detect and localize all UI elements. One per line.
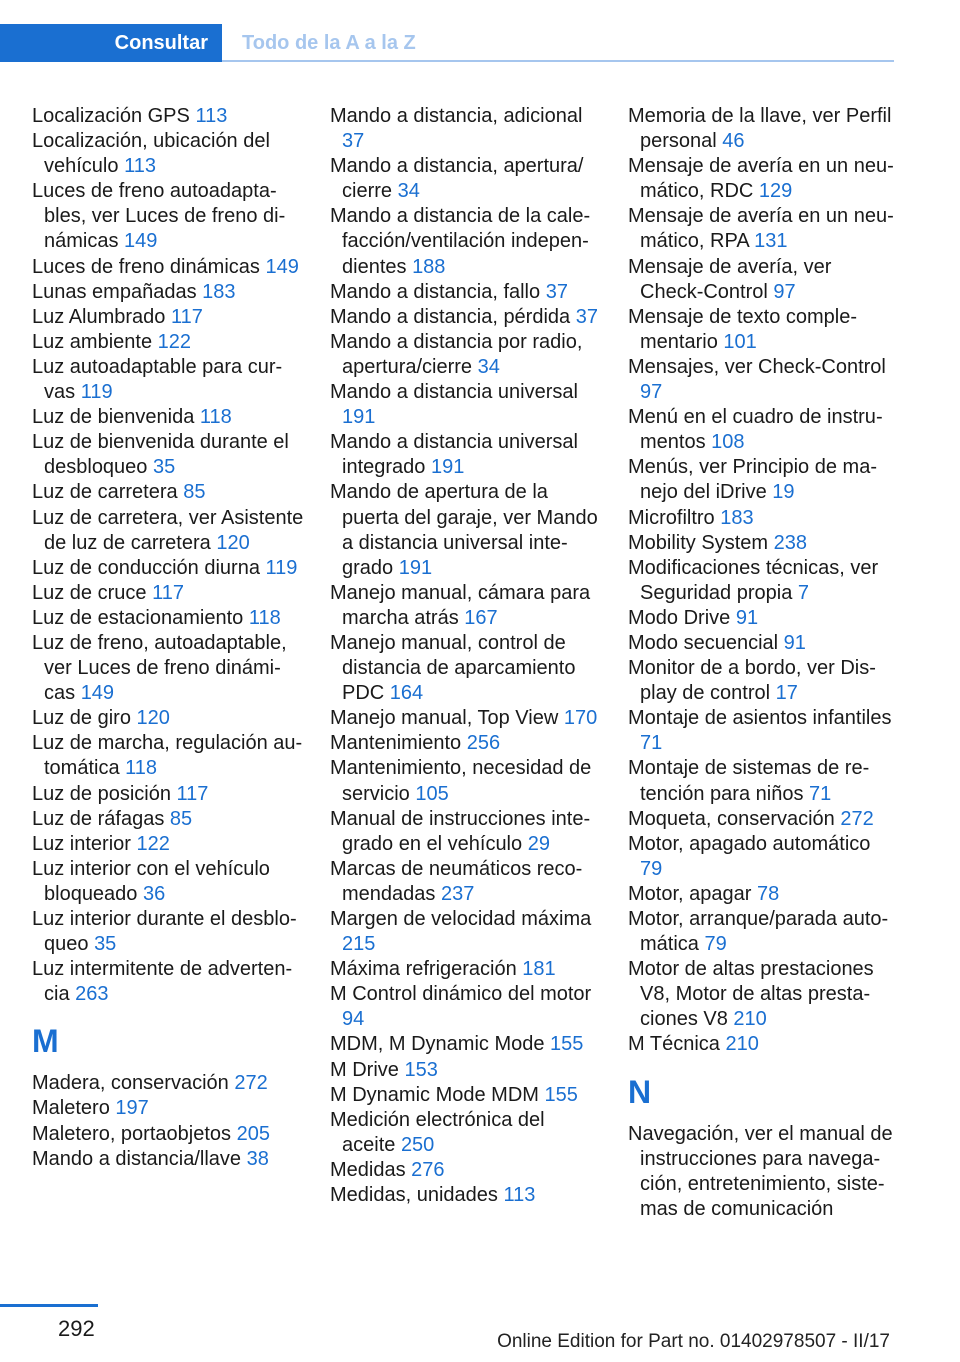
entry-term: Medidas bbox=[330, 1158, 406, 1181]
index-entry bbox=[628, 1032, 896, 1057]
index-column-2 bbox=[330, 104, 602, 1208]
page-link[interactable]: 263 bbox=[75, 983, 109, 1006]
entry-term: Motor, arranque/parada automática bbox=[628, 908, 889, 956]
index-entry bbox=[628, 807, 896, 832]
entry-term: Modo Drive bbox=[628, 606, 731, 629]
index-entry bbox=[32, 179, 304, 254]
page-link[interactable]: 250 bbox=[400, 1133, 435, 1156]
entry-term: Motor de altas prestaciones V8, Motor de altas prestaciones V8 bbox=[628, 958, 874, 1031]
index-entry bbox=[330, 330, 602, 380]
entry-term: Luces de freno dinámicas bbox=[32, 255, 260, 278]
entry-term: Mantenimiento bbox=[330, 732, 462, 755]
index-entry bbox=[32, 129, 304, 179]
index-entry bbox=[628, 531, 896, 556]
page-link[interactable]: 149 bbox=[80, 682, 115, 705]
page-link[interactable]: 97 bbox=[773, 280, 796, 303]
entry-term: Máxima refrigeración bbox=[330, 958, 517, 981]
page-link[interactable]: 7 bbox=[797, 581, 810, 604]
index-entry bbox=[628, 556, 896, 606]
page-link[interactable]: 170 bbox=[563, 707, 598, 730]
index-entry bbox=[32, 807, 304, 832]
index-entry bbox=[330, 430, 602, 480]
page-link[interactable]: 191 bbox=[430, 456, 465, 479]
index-entry bbox=[32, 280, 304, 305]
index-entry bbox=[32, 581, 304, 606]
index-entry bbox=[628, 355, 896, 405]
page-link[interactable]: 205 bbox=[236, 1122, 270, 1145]
entry-term: Mando a distancia universal bbox=[330, 381, 578, 404]
entry-term: Mensaje de texto complementario bbox=[628, 305, 858, 353]
page-link[interactable]: 131 bbox=[754, 230, 788, 253]
index-entry bbox=[628, 1122, 896, 1222]
section-letter: M bbox=[32, 1023, 59, 1060]
page-link[interactable]: 191 bbox=[342, 406, 376, 429]
index-entry bbox=[628, 882, 896, 907]
index-entry bbox=[628, 606, 896, 631]
entry-term: Luz de bienvenida bbox=[32, 406, 195, 429]
index-entry bbox=[32, 1071, 304, 1096]
page-header bbox=[0, 0, 960, 62]
page-link[interactable]: 119 bbox=[80, 381, 113, 404]
index-entry bbox=[628, 305, 896, 355]
entry-term: Lunas empañadas bbox=[32, 280, 197, 303]
entry-term: Luz intermitente de advertencia bbox=[32, 958, 293, 1006]
page-link[interactable]: 149 bbox=[124, 230, 158, 253]
entry-term: Manejo manual, Top View bbox=[330, 707, 559, 730]
index-entry bbox=[330, 706, 602, 731]
page-link[interactable]: 34 bbox=[397, 180, 420, 203]
entry-term: Navegación, ver el manual de instrucciones para navegación, entretenimiento, sistemas de comunicación bbox=[628, 1122, 893, 1220]
index-column-3 bbox=[628, 104, 896, 1222]
index-entry bbox=[32, 782, 304, 807]
index-entry bbox=[32, 104, 304, 129]
entry-term: Memoria de la llave, ver Perfil personal bbox=[628, 105, 892, 153]
entry-term: Mando a distancia, adicional bbox=[330, 105, 583, 127]
page-link[interactable]: 113 bbox=[503, 1184, 536, 1207]
page-link[interactable]: 164 bbox=[389, 682, 424, 705]
page-link[interactable]: 155 bbox=[544, 1083, 578, 1106]
index-entry bbox=[32, 255, 304, 280]
entry-term: Luz de marcha, regulación automática bbox=[32, 732, 303, 780]
page-link[interactable]: 37 bbox=[545, 280, 568, 303]
index-entry bbox=[628, 957, 896, 1032]
entry-term: Mensaje de avería, ver Check-Control bbox=[628, 255, 832, 303]
entry-term: Mando a distancia, fallo bbox=[330, 280, 541, 303]
page-link[interactable]: 79 bbox=[704, 933, 727, 956]
index-entry bbox=[330, 1183, 602, 1208]
entry-term: Luz ambiente bbox=[32, 330, 153, 353]
entry-term: M Drive bbox=[330, 1058, 399, 1081]
entry-term: Mensaje de avería en un neumático, RPA bbox=[628, 205, 894, 253]
page-link[interactable]: 113 bbox=[124, 155, 156, 178]
page-link[interactable]: 210 bbox=[733, 1008, 767, 1031]
index-entry bbox=[32, 405, 304, 430]
index-entry bbox=[330, 1158, 602, 1183]
index-entry bbox=[32, 1147, 304, 1172]
entry-term: Maletero, portaobjetos bbox=[32, 1122, 232, 1145]
entry-term: Luz autoadaptable para curvas bbox=[32, 355, 283, 404]
index-entry bbox=[32, 305, 304, 330]
page-link[interactable]: 120 bbox=[216, 531, 250, 554]
entry-term: Manejo manual, control de distancia de aparcamiento PDC bbox=[330, 631, 576, 705]
index-entry bbox=[32, 957, 304, 1007]
entry-term: Luces de freno autoadaptables, ver Luces de freno dinámicas bbox=[32, 180, 286, 253]
index-entry bbox=[628, 631, 896, 656]
page-link[interactable]: 122 bbox=[136, 832, 170, 855]
page-link[interactable]: 35 bbox=[153, 456, 176, 479]
entry-term: Manejo manual, cámara para marcha atrás bbox=[330, 581, 591, 629]
index-entry bbox=[628, 706, 896, 756]
entry-term: Luz de carretera bbox=[32, 481, 178, 504]
entry-term: M Control dinámico del motor bbox=[330, 983, 592, 1006]
entry-term: Mando a distancia por radio, apertura/cierre bbox=[330, 330, 583, 378]
page-link[interactable]: 19 bbox=[772, 481, 795, 504]
page-link[interactable]: 85 bbox=[169, 807, 193, 830]
page-link[interactable]: 79 bbox=[640, 857, 663, 880]
index-entry bbox=[330, 731, 602, 756]
index-entry bbox=[32, 1096, 304, 1121]
entry-term: Localización, ubicación del vehículo bbox=[32, 130, 270, 178]
entry-term: Luz interior bbox=[32, 832, 131, 855]
index-entry bbox=[330, 1058, 602, 1083]
index-entry bbox=[330, 1032, 602, 1057]
page-link[interactable]: 276 bbox=[411, 1158, 445, 1181]
page-link[interactable]: 272 bbox=[840, 807, 874, 830]
page-link[interactable]: 118 bbox=[199, 406, 232, 429]
page-link[interactable]: 215 bbox=[342, 933, 376, 956]
entry-term: Localización GPS bbox=[32, 105, 190, 127]
entry-term: Luz interior durante el desbloqueo bbox=[32, 908, 297, 956]
entry-term: Margen de velocidad máxima bbox=[330, 908, 592, 930]
index-entry bbox=[330, 154, 602, 204]
page-link[interactable]: 97 bbox=[640, 381, 663, 404]
entry-term: Motor, apagar bbox=[628, 882, 752, 905]
entry-term: Luz interior con el vehículo bloqueado bbox=[32, 857, 270, 905]
entry-term: Luz de bienvenida durante el desbloqueo bbox=[32, 431, 289, 479]
page-link[interactable]: 120 bbox=[136, 707, 170, 730]
entry-term: Medición electrónica del aceite bbox=[330, 1108, 545, 1156]
page-link[interactable]: 46 bbox=[722, 130, 745, 153]
entry-term: Luz de cruce bbox=[32, 581, 147, 604]
page-link[interactable]: 37 bbox=[575, 305, 598, 328]
page-link[interactable]: 36 bbox=[143, 882, 166, 905]
page-link[interactable]: 38 bbox=[246, 1147, 269, 1170]
page-link[interactable]: 113 bbox=[195, 105, 228, 127]
entry-term: Luz de carretera, ver Asistente de luz de carretera bbox=[32, 506, 304, 554]
index-entry bbox=[628, 455, 896, 505]
index-entry bbox=[628, 104, 896, 154]
entry-term: Luz de estacionamiento bbox=[32, 606, 244, 629]
index-entry bbox=[32, 907, 304, 957]
page-link[interactable]: 238 bbox=[773, 531, 807, 554]
index-entry bbox=[628, 832, 896, 882]
entry-term: MDM, M Dynamic Mode bbox=[330, 1033, 545, 1056]
entry-term: Menús, ver Principio de manejo del iDrive bbox=[628, 456, 877, 504]
index-entry bbox=[32, 1122, 304, 1147]
page-link[interactable]: 119 bbox=[265, 556, 298, 579]
index-entry bbox=[330, 982, 602, 1032]
page-link[interactable]: 105 bbox=[415, 782, 449, 805]
index-entry bbox=[32, 832, 304, 857]
index-entry bbox=[330, 756, 602, 806]
page-link[interactable]: 29 bbox=[527, 832, 550, 855]
index-entry bbox=[330, 1108, 602, 1158]
section-letter: N bbox=[628, 1073, 652, 1110]
entry-term: Modificaciones técnicas, ver Seguridad propia bbox=[628, 556, 879, 604]
entry-term: Mando a distancia, pérdida bbox=[330, 305, 571, 328]
page-link[interactable]: 117 bbox=[176, 782, 209, 805]
entry-term: Menú en el cuadro de instrumentos bbox=[628, 406, 883, 454]
page-link[interactable]: 210 bbox=[725, 1033, 759, 1056]
page-link[interactable]: 101 bbox=[723, 330, 757, 353]
entry-term: Montaje de asientos infantiles bbox=[628, 707, 892, 730]
index-entry bbox=[628, 405, 896, 455]
page-link[interactable]: 94 bbox=[342, 1008, 365, 1031]
entry-term: Mando a distancia de la calefacción/ventilación independientes bbox=[330, 205, 591, 278]
index-entry bbox=[330, 957, 602, 982]
entry-term: Mensaje de avería en un neumático, RDC bbox=[628, 155, 894, 203]
index-entry bbox=[628, 506, 896, 531]
index-entry bbox=[32, 355, 304, 405]
page-link[interactable]: 153 bbox=[404, 1058, 438, 1081]
entry-term: Luz de giro bbox=[32, 707, 131, 730]
page-link[interactable]: 183 bbox=[720, 506, 754, 529]
index-entry bbox=[330, 581, 602, 631]
index-entry bbox=[330, 104, 602, 154]
entry-term: Mando de apertura de la puerta del garaje, ver Mando a distancia universal integrado bbox=[330, 481, 598, 579]
entry-term: Mando a distancia universal integrado bbox=[330, 431, 578, 479]
page-link[interactable]: 91 bbox=[735, 606, 759, 629]
page-link[interactable]: 181 bbox=[522, 958, 556, 981]
entry-term: Microfiltro bbox=[628, 506, 715, 529]
entry-term: Moqueta, conservación bbox=[628, 807, 835, 830]
entry-term: Mensajes, ver Check-Control bbox=[628, 355, 886, 378]
page-link[interactable]: 91 bbox=[783, 631, 806, 654]
page-link[interactable]: 256 bbox=[466, 732, 501, 755]
entry-term: Maletero bbox=[32, 1097, 110, 1120]
index-entry bbox=[628, 255, 896, 305]
page-link[interactable]: 167 bbox=[464, 606, 498, 629]
index-entry bbox=[32, 430, 304, 480]
index-entry bbox=[330, 380, 602, 430]
index-entry bbox=[32, 606, 304, 631]
page-link[interactable]: 188 bbox=[412, 255, 446, 278]
entry-term: Luz de posición bbox=[32, 782, 171, 805]
page-link[interactable]: 122 bbox=[157, 330, 192, 353]
index-entry bbox=[32, 631, 304, 706]
page-link[interactable]: 108 bbox=[711, 431, 745, 454]
page-link[interactable]: 272 bbox=[234, 1072, 268, 1095]
page-link[interactable]: 78 bbox=[756, 882, 780, 905]
index-entry bbox=[330, 907, 602, 957]
entry-term: Madera, conservación bbox=[32, 1072, 229, 1095]
index-entry bbox=[32, 731, 304, 781]
footer-divider bbox=[0, 1304, 98, 1307]
index-entry bbox=[32, 330, 304, 355]
page-link[interactable]: 197 bbox=[115, 1097, 149, 1120]
page-link[interactable]: 237 bbox=[440, 882, 475, 905]
index-entry bbox=[628, 907, 896, 957]
page-link[interactable]: 191 bbox=[398, 556, 433, 579]
index-entry bbox=[628, 154, 896, 204]
entry-term: Luz de ráfagas bbox=[32, 807, 165, 830]
index-entry bbox=[330, 204, 602, 279]
page-link[interactable]: 155 bbox=[550, 1033, 584, 1056]
entry-term: Monitor de a bordo, ver Display de control bbox=[628, 657, 876, 705]
page-link[interactable]: 71 bbox=[640, 732, 663, 755]
page-link[interactable]: 117 bbox=[170, 305, 203, 328]
page-link[interactable]: 34 bbox=[477, 355, 500, 378]
edition-note: Online Edition for Part no. 01402978507 - II/17 bbox=[497, 1331, 890, 1352]
index-column-1 bbox=[32, 104, 304, 1172]
entry-term: Mando a distancia, apertura/ cierre bbox=[330, 155, 584, 203]
index-entry bbox=[330, 807, 602, 857]
page-link[interactable]: 71 bbox=[809, 782, 832, 805]
tab-consultar[interactable]: Consultar bbox=[0, 24, 222, 62]
entry-term: Medidas, unidades bbox=[330, 1184, 498, 1207]
entry-term: Marcas de neumáticos recomendadas bbox=[330, 857, 583, 905]
entry-term: Mando a distancia/llave bbox=[32, 1147, 242, 1170]
index-entry bbox=[32, 480, 304, 505]
page-link[interactable]: 17 bbox=[775, 682, 798, 705]
entry-term: M Dynamic Mode MDM bbox=[330, 1083, 539, 1106]
page-link[interactable]: 117 bbox=[152, 581, 184, 604]
entry-term: Mantenimiento, necesidad de servicio bbox=[330, 757, 592, 805]
entry-term: Manual de instrucciones integrado en el vehículo bbox=[330, 807, 591, 855]
header-divider bbox=[222, 60, 894, 62]
index-entry bbox=[32, 556, 304, 581]
page-link[interactable]: 149 bbox=[265, 255, 299, 278]
index-entry bbox=[628, 656, 896, 706]
page-link[interactable]: 118 bbox=[248, 606, 281, 629]
index-entry bbox=[32, 706, 304, 731]
page-number: 292 bbox=[58, 1316, 95, 1341]
page-link[interactable]: 129 bbox=[758, 180, 793, 203]
entry-term: Luz Alumbrado bbox=[32, 305, 166, 328]
entry-term: Luz de conducción diurna bbox=[32, 556, 260, 579]
index-entry bbox=[330, 1083, 602, 1108]
index-entry bbox=[628, 756, 896, 806]
entry-term: Montaje de sistemas de retención para niños bbox=[628, 757, 870, 805]
index-entry bbox=[330, 280, 602, 305]
page-link[interactable]: 35 bbox=[94, 933, 117, 956]
page-link[interactable]: 183 bbox=[202, 280, 236, 303]
entry-term: Modo secuencial bbox=[628, 631, 779, 654]
page-link[interactable]: 85 bbox=[183, 481, 206, 504]
index-entry bbox=[330, 305, 602, 330]
index-entry bbox=[32, 506, 304, 556]
page-link[interactable]: 37 bbox=[342, 130, 365, 153]
entry-term: Motor, apagado automático bbox=[628, 832, 871, 855]
page-link[interactable]: 118 bbox=[125, 757, 158, 780]
entry-term: M Técnica bbox=[628, 1033, 720, 1056]
index-entry bbox=[32, 857, 304, 907]
entry-term: Mobility System bbox=[628, 531, 769, 554]
tab-todo-a-z[interactable]: Todo de la A a la Z bbox=[242, 31, 416, 54]
index-entry bbox=[330, 857, 602, 907]
index-entry bbox=[330, 480, 602, 580]
entry-term: Luz de freno, autoadaptable, ver Luces de freno dinámicas bbox=[32, 631, 287, 705]
index-entry bbox=[330, 631, 602, 706]
index-entry bbox=[628, 204, 896, 254]
